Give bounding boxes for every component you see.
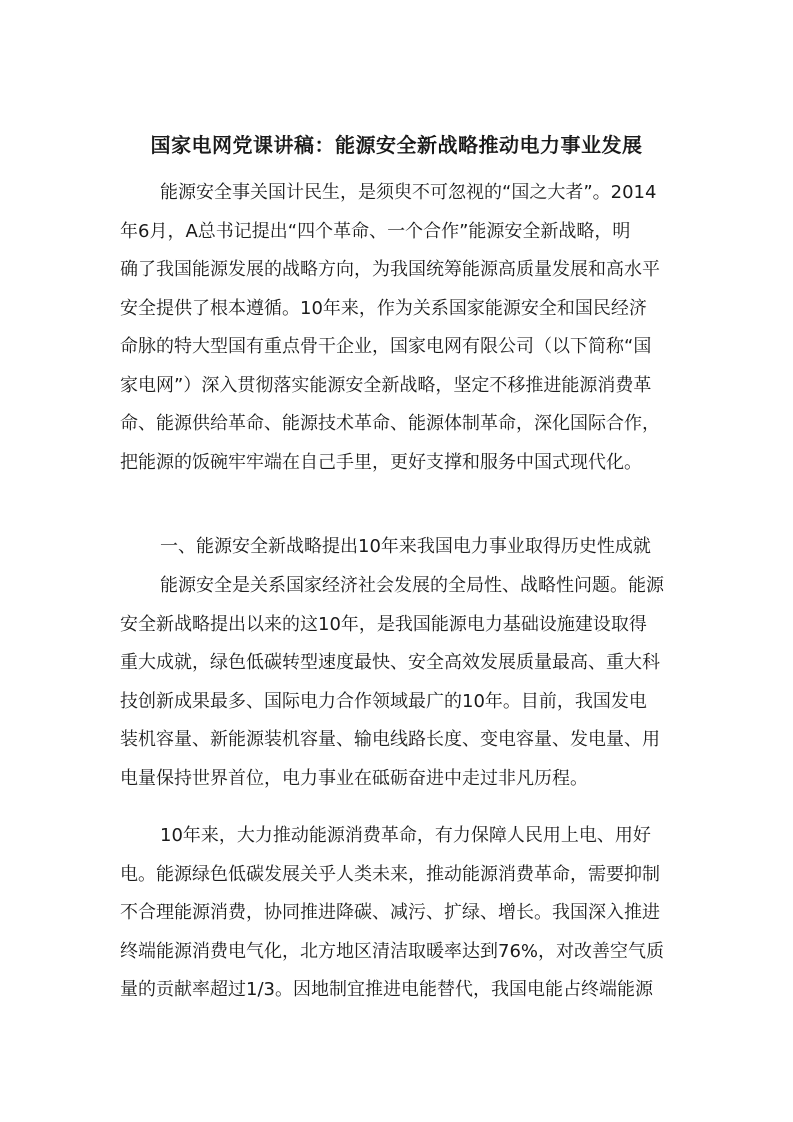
paragraph-intro: [120, 174, 686, 482]
text-line: 不合理能源消费，协同推进降碳、减污、扩绿、增长。我国深入推进: [120, 902, 660, 923]
paragraph-achievements: [120, 567, 686, 798]
text-line: 命、能源供给革命、能源技术革命、能源体制革命，深化国际合作，: [120, 413, 660, 434]
text-line: 安全新战略提出以来的这10年，是我国能源电力基础设施建设取得: [120, 613, 647, 635]
text-line: 安全提供了根本遵循。10年来，作为关系国家能源安全和国民经济: [120, 297, 647, 319]
section-heading-1: [120, 528, 686, 567]
text-line: 命脉的特大型国有重点骨干企业，国家电网有限公司（以下简称“国: [120, 336, 652, 357]
document-title: 国家电网党课讲稿：能源安全新战略推动电力事业发展: [150, 133, 643, 157]
paragraph-consumption: [120, 817, 686, 1010]
text-line: 终端能源消费电气化，北方地区清洁取暖率达到76%，对改善空气质: [120, 940, 665, 962]
text-line: 年6月，A总书记提出“四个革命、一个合作”能源安全新战略，明: [120, 220, 631, 242]
paragraph: [120, 817, 686, 1010]
paragraph: [120, 567, 686, 798]
paragraph: [120, 174, 686, 482]
text-line: 重大成就，绿色低碳转型速度最快、安全高效发展质量最高、重大科: [120, 652, 660, 673]
paragraph: [120, 528, 686, 567]
text-line: 电。能源绿色低碳发展关乎人类未来，推动能源消费革命，需要抑制: [120, 863, 660, 885]
text-line: 家电网”）深入贯彻落实能源安全新战略，坚定不移推进能源消费革: [120, 374, 652, 396]
text-line: 技创新成果最多、国际电力合作领域最广的10年。目前，我国发电: [120, 690, 647, 712]
text-line: 确了我国能源发展的战略方向，为我国统筹能源高质量发展和高水平: [120, 259, 660, 280]
text-line: 能源安全是关系国家经济社会发展的全局性、战略性问题。能源: [160, 575, 664, 596]
text-line: 把能源的饭碗牢牢端在自己手里，更好支撑和服务中国式现代化。: [120, 451, 642, 473]
text-line: 电量保持世界首位，电力事业在砥砺奋进中走过非凡历程。: [120, 767, 588, 789]
text-line: 装机容量、新能源装机容量、输电线路长度、变电容量、发电量、用: [120, 729, 660, 750]
text-line: 量的贡献率超过1/3。因地制宜推进电能替代，我国电能占终端能源: [120, 979, 653, 1000]
text-line: 能源安全事关国计民生，是须臾不可忽视的“国之大者”。2014: [160, 182, 657, 203]
section-heading-text: 一、能源安全新战略提出10年来我国电力事业取得历史性成就: [160, 536, 651, 557]
text-line: 10年来，大力推动能源消费革命，有力保障人民用上电、用好: [160, 825, 651, 846]
